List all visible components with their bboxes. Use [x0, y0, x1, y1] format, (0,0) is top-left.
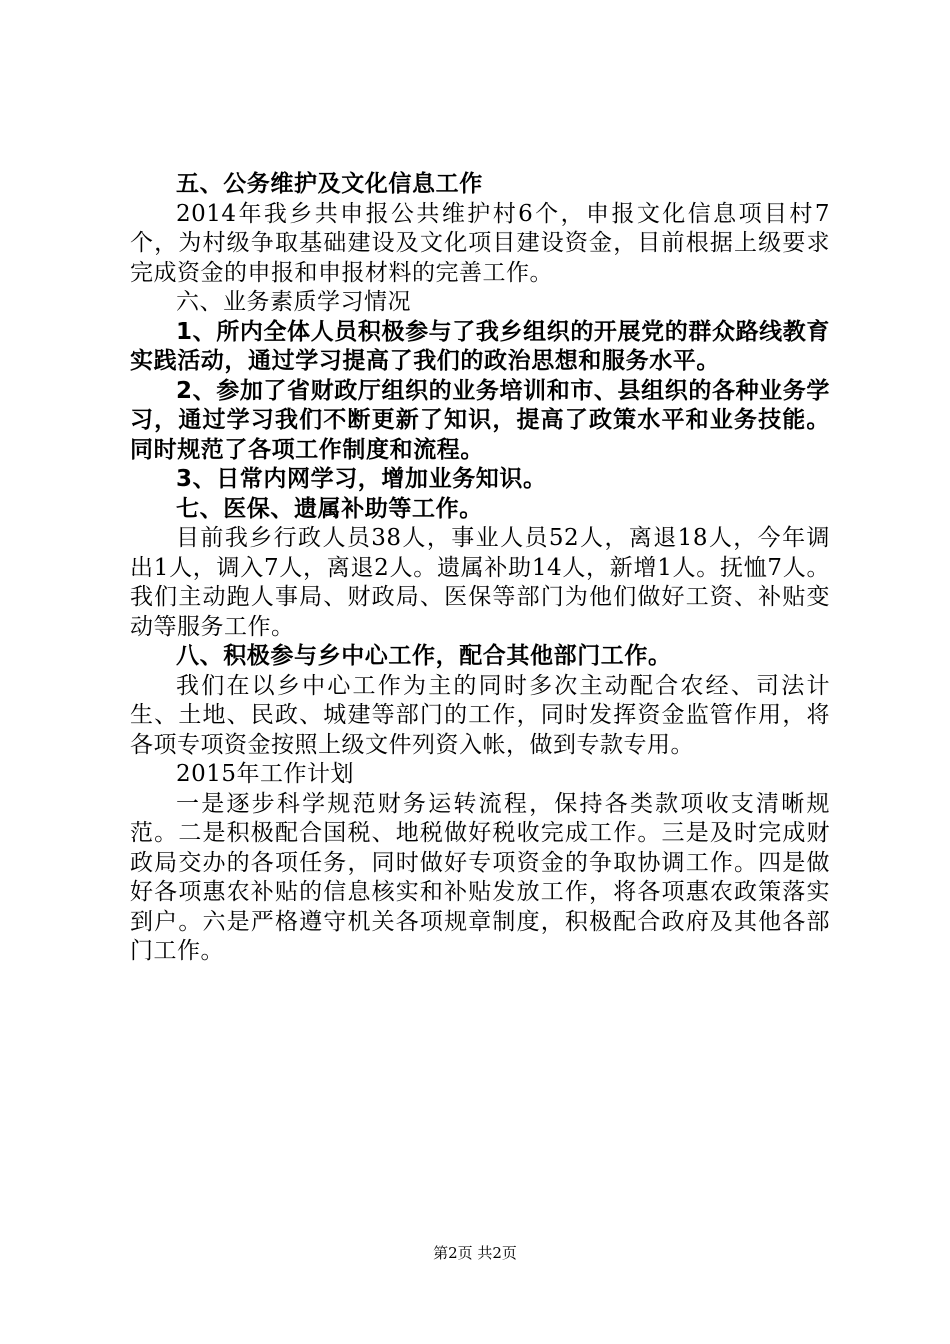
paragraph-section-7: 目前我乡行政人员38人，事业人员52人，离退18人，今年调出1人，调入7人，离退2人。遗属补助14人，新增1人。抚恤7人。我们主动跑人事局、财政局、医保等部门为他们做好工资、补贴变动等服务工作。: [130, 525, 830, 640]
paragraph-study-item-2: 2、参加了省财政厅组织的业务培训和市、县组织的各种业务学习，通过学习我们不断更新了知识，提高了政策水平和业务技能。同时规范了各项工作制度和流程。: [130, 377, 830, 463]
paragraph-study-item-1: 1、所内全体人员积极参与了我乡组织的开展党的群众路线教育实践活动，通过学习提高了我们的政治思想和服务水平。: [130, 318, 830, 374]
heading-section-6: 六、业务素质学习情况: [176, 289, 411, 315]
paragraph-section-5: 2014年我乡共申报公共维护村6个，申报文化信息项目村7个，为村级争取基础建设及文化项目建设资金，目前根据上级要求完成资金的申报和申报材料的完善工作。: [130, 200, 830, 286]
heading-section-8: 八、积极参与乡中心工作，配合其他部门工作。: [176, 643, 672, 669]
heading-work-plan-2015: 2015年工作计划: [176, 761, 355, 787]
page-number-footer: 第2页 共2页: [433, 1244, 517, 1262]
heading-section-5: 五、公务维护及文化信息工作: [176, 171, 483, 197]
document-body: [130, 170, 830, 967]
heading-section-7: 七、医保、遗属补助等工作。: [176, 495, 483, 522]
paragraph-work-plan: 一是逐步科学规范财务运转流程，保持各类款项收支清晰规范。二是积极配合国税、地税做好税收完成工作。三是及时完成财政局交办的各项任务，同时做好专项资金的争取协调工作。四是做好各项惠农补贴的信息核实和补贴发放工作，将各项惠农政策落实到户。六是严格遵守机关各项规章制度，积极配合政府及其他各部门工作。: [130, 790, 830, 964]
paragraph-section-8: 我们在以乡中心工作为主的同时多次主动配合农经、司法计生、土地、民政、城建等部门的工作，同时发挥资金监管作用，将各项专项资金按照上级文件列资入帐，做到专款专用。: [130, 672, 830, 758]
paragraph-study-item-3: 3、日常内网学习，增加业务知识。: [176, 466, 547, 492]
